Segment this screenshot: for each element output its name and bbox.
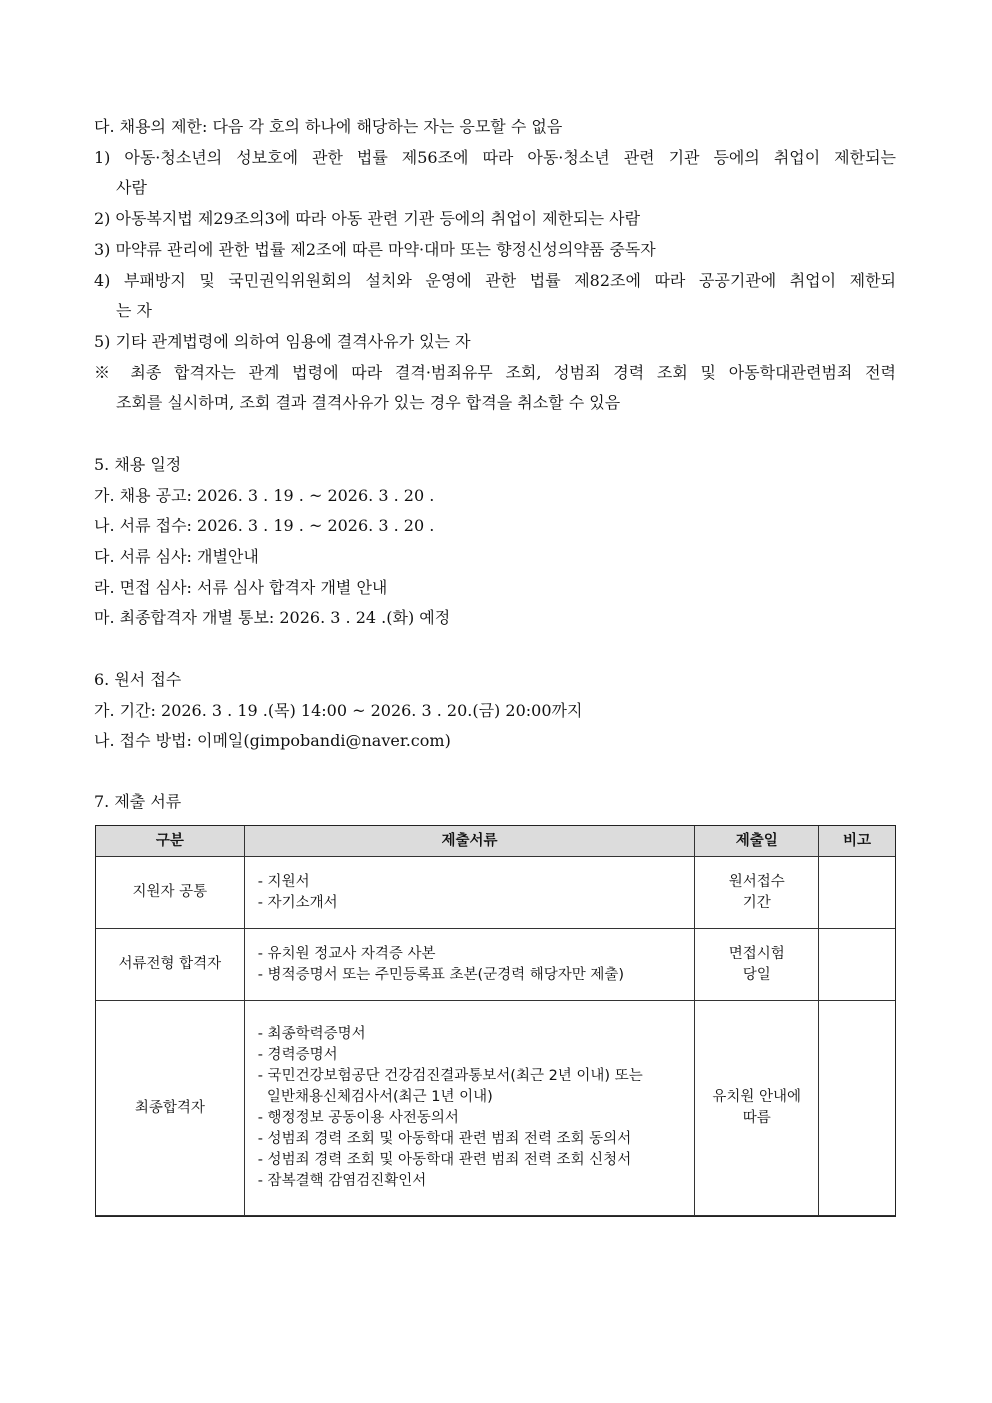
header-documents: 제출서류 bbox=[244, 826, 695, 857]
schedule-announce: 가. 채용 공고: 2026. 3 . 19 . ~ 2026. 3 . 20 . bbox=[94, 486, 435, 505]
schedule-interview: 라. 면접 심사: 서류 심사 합격자 개별 안내 bbox=[94, 578, 388, 597]
row-category: 서류전형 합격자 bbox=[96, 929, 245, 1001]
restriction-item-1: 1) 아동·청소년의 성보호에 관한 법률 제56조에 따라 아동·청소년 관련 기관 등에의 취업이 제한되는 bbox=[94, 148, 896, 167]
restriction-item-2: 2) 아동복지법 제29조의3에 따라 아동 관련 기관 등에의 취업이 제한되는 사람 bbox=[94, 209, 641, 228]
restriction-note: ※ 최종 합격자는 관계 법령에 따라 결격·범죄유무 조회, 성범죄 경력 조회 및 아동학대관련범죄 전력 bbox=[94, 363, 896, 382]
row-note bbox=[819, 857, 896, 929]
date-line: 기간 bbox=[742, 894, 771, 911]
date-line: 면접시험 bbox=[728, 945, 785, 962]
row-documents bbox=[244, 929, 695, 1001]
document-item: - 국민건강보험공단 건강검진결과통보서(최근 2년 이내) 또는 bbox=[257, 1068, 643, 1084]
schedule-screening: 다. 서류 심사: 개별안내 bbox=[94, 547, 259, 566]
document-item: - 유치원 정교사 자격증 사본 bbox=[257, 945, 436, 962]
row-note bbox=[819, 1001, 896, 1216]
row-date bbox=[695, 857, 819, 929]
document-item: - 성범죄 경력 조회 및 아동학대 관련 범죄 전력 조회 신청서 bbox=[257, 1152, 632, 1168]
restriction-item-4-cont: 는 자 bbox=[116, 301, 152, 320]
row-date bbox=[695, 1001, 819, 1216]
row-documents bbox=[244, 857, 695, 929]
schedule-receipt: 나. 서류 접수: 2026. 3 . 19 . ~ 2026. 3 . 20 . bbox=[94, 516, 435, 535]
row-category: 최종합격자 bbox=[96, 1001, 245, 1216]
schedule-heading: 5. 채용 일정 bbox=[94, 455, 182, 474]
restriction-item-1-cont: 사람 bbox=[116, 178, 147, 197]
row-documents bbox=[244, 1001, 695, 1216]
document-item: - 잠복결핵 감염검진확인서 bbox=[257, 1173, 427, 1189]
documents-heading: 7. 제출 서류 bbox=[94, 792, 182, 811]
header-category: 구분 bbox=[96, 826, 245, 857]
date-line: 따름 bbox=[742, 1110, 771, 1126]
date-line: 유치원 안내에 bbox=[712, 1089, 802, 1105]
document-item: - 행정정보 공동이용 사전동의서 bbox=[257, 1110, 459, 1126]
date-line: 원서접수 bbox=[728, 873, 785, 890]
document-item: - 최종학력증명서 bbox=[257, 1026, 366, 1042]
row-category: 지원자 공통 bbox=[96, 857, 245, 929]
application-period: 가. 기간: 2026. 3 . 19 .(목) 14:00 ~ 2026. 3 . 20.(금) 20:00까지 bbox=[94, 701, 583, 720]
restriction-item-3: 3) 마약류 관리에 관한 법률 제2조에 따른 마약·대마 또는 향정신성의약품 중독자 bbox=[94, 240, 656, 259]
document-item: - 경력증명서 bbox=[257, 1047, 338, 1063]
restriction-item-5: 5) 기타 관계법령에 의하여 임용에 결격사유가 있는 자 bbox=[94, 332, 471, 351]
restriction-item-4: 4) 부패방지 및 국민권익위원회의 설치와 운영에 관한 법률 제82조에 따라 공공기관에 취업이 제한되 bbox=[94, 271, 896, 290]
documents-table bbox=[95, 825, 896, 1216]
application-heading: 6. 원서 접수 bbox=[94, 670, 182, 689]
document-item: - 성범죄 경력 조회 및 아동학대 관련 범죄 전력 조회 동의서 bbox=[257, 1131, 632, 1147]
row-note bbox=[819, 929, 896, 1001]
document-item: - 병적증명서 또는 주민등록표 초본(군경력 해당자만 제출) bbox=[257, 966, 625, 983]
schedule-final: 마. 최종합격자 개별 통보: 2026. 3 . 24 .(화) 예정 bbox=[94, 608, 451, 627]
table-row bbox=[96, 929, 896, 1001]
row-date bbox=[695, 929, 819, 1001]
document-item: 일반채용신체검사서(최근 1년 이내) bbox=[257, 1089, 493, 1105]
restriction-note-cont: 조회를 실시하며, 조회 결과 결격사유가 있는 경우 합격을 취소할 수 있음 bbox=[116, 393, 621, 412]
table-row bbox=[96, 1001, 896, 1216]
date-line: 당일 bbox=[742, 966, 771, 983]
table-row bbox=[96, 857, 896, 929]
application-method: 나. 접수 방법: 이메일(gimpobandi@naver.com) bbox=[94, 731, 451, 750]
document-item: - 자기소개서 bbox=[257, 894, 338, 911]
table-header-row bbox=[96, 826, 896, 857]
header-date: 제출일 bbox=[695, 826, 819, 857]
header-note: 비고 bbox=[819, 826, 896, 857]
restriction-heading: 다. 채용의 제한: 다음 각 호의 하나에 해당하는 자는 응모할 수 없음 bbox=[94, 117, 563, 136]
document-item: - 지원서 bbox=[257, 873, 310, 890]
